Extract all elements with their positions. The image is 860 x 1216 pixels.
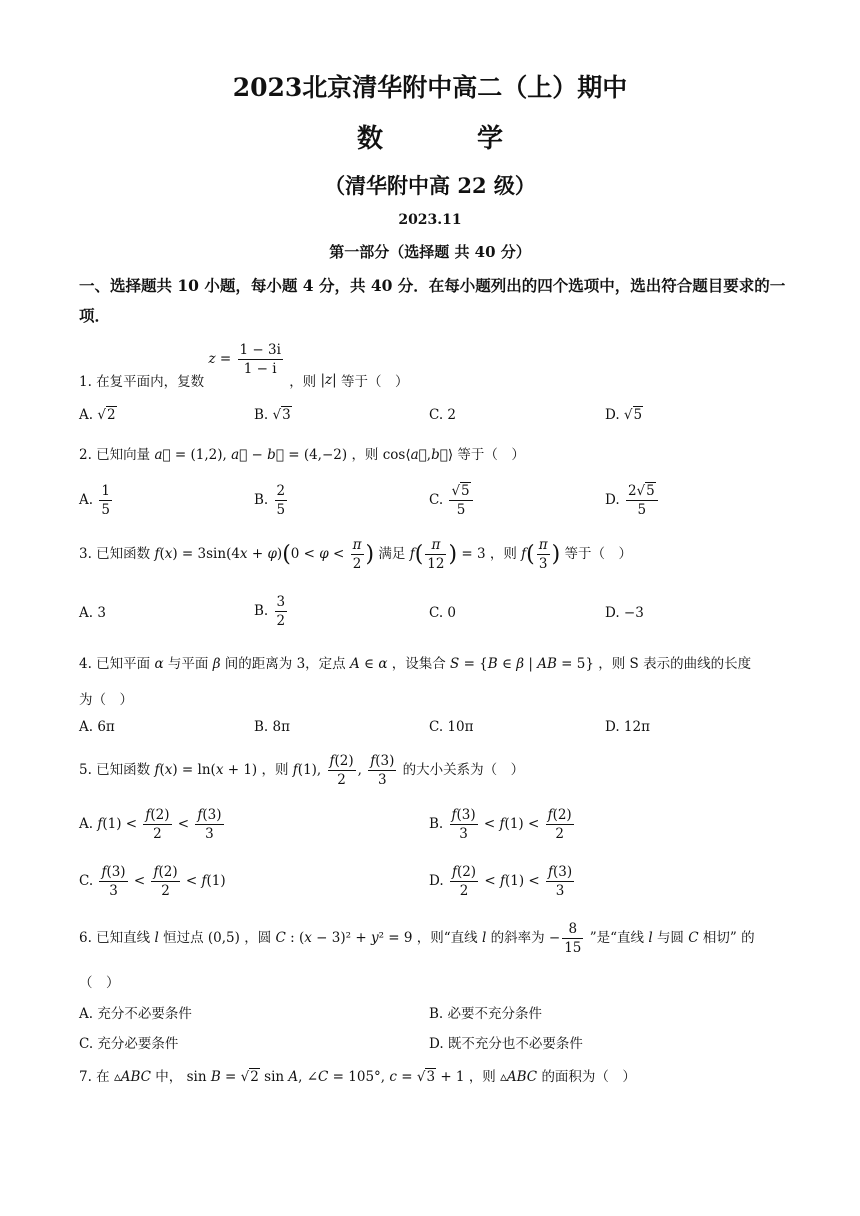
formula: α (154, 656, 164, 672)
option-b: B. $\frac{3}{2}$ (254, 594, 286, 629)
question-text: 3. 已知函数 (79, 546, 151, 562)
formula: β (212, 656, 221, 672)
question-text: 7. 在 (79, 1069, 110, 1085)
formula: cos⟨a⃗,b⃗⟩ (382, 447, 454, 463)
option-c: C. $\frac{√5}{5}$ (429, 482, 475, 519)
formula: ▵ABC (113, 1069, 151, 1085)
option-c: C. 10π (429, 719, 474, 735)
formula: |z| (320, 372, 337, 388)
option-b: B. $\frac{f(3)}{3}$ < f(1) < $\frac{f(2)}{2}$ (429, 807, 572, 842)
subject-title: 数 学 (356, 124, 537, 154)
option-b: B. 必要不充分条件 (429, 1006, 543, 1022)
question-6: 6. 已知直线 l 恒过点 (0,5) ，圆 C : (x − 3)² + y² = 9 ，则“直线 l 的斜率为 − $\frac{8}{15}$ ”是“直线 l 与圆 C 相切” 的 (79, 921, 755, 956)
option-d: D. √5 (605, 407, 643, 423)
option-b: B. $\frac{2}{5}$ (254, 483, 286, 518)
section-instructions: 一、选择题共 10 小题，每小题 4 分，共 40 分．在每小题列出的四个选项中，选出符合题目要求的一项． (79, 276, 786, 325)
option-a: A. 3 (79, 605, 106, 621)
option-a: A. √2 (79, 407, 116, 423)
option-b: B. 8π (254, 719, 290, 735)
formula: ▵ABC (500, 1069, 538, 1085)
question-4: 4. 已知平面 α 与平面 β 间的距离为 3，定点 A ∈ α ，设集合 S = {B ∈ β | AB = 5} ，则 S 表示的曲线的长度 (79, 656, 752, 672)
option-a: A. 6π (79, 719, 115, 735)
option-a: A. $\frac{1}{5}$ (79, 483, 110, 518)
option-d: D. 既不充分也不必要条件 (429, 1036, 583, 1052)
option-d: D. −3 (605, 605, 644, 621)
formula: A ∈ α (349, 656, 388, 672)
formula: f(x) = 3sin(4x + φ)(0 < φ < $\frac{\pi}{2}$ ) (154, 537, 375, 572)
part-heading: 第一部分（选择题 共 40 分） (329, 243, 531, 261)
formula: a⃗ = (1,2), a⃗ − b⃗ = (4,−2) (154, 447, 348, 463)
formula: f(1), $\frac{f(2)}{2}$ , $\frac{f(3)}{3}$ (292, 753, 395, 788)
question-text: 5. 已知函数 (79, 762, 151, 778)
option-a: A. f(1) < $\frac{f(2)}{2}$ < $\frac{f(3)}{3}$ (79, 807, 222, 842)
option-d: D. $\frac{2√5}{5}$ (605, 482, 660, 519)
question-2: 2. 已知向量 a⃗ = (1,2), a⃗ − b⃗ = (4,−2) ，则 cos⟨a⃗,b⃗⟩ 等于（ ） (79, 447, 525, 463)
option-c: C. $\frac{f(3)}{3}$ < $\frac{f(2)}{2}$ < f(1) (79, 864, 226, 899)
question-5: 5. 已知函数 f(x) = ln(x + 1) ，则 f(1), $\frac{f(2)}{2}$ , $\frac{f(3)}{3}$ 的大小关系为（ ） (79, 753, 525, 788)
question-6-cont: （ ） (79, 975, 120, 991)
question-text: 4. 已知平面 (79, 656, 151, 672)
formula: f( $\frac{\pi}{3}$ ) (521, 537, 561, 572)
formula: sin B = √2 sin A, ∠C = 105°, c = √3 + 1 (186, 1069, 465, 1085)
exam-date: 2023.11 (398, 212, 462, 228)
option-d: D. 12π (605, 719, 650, 735)
formula: − $\frac{8}{15}$ (548, 921, 582, 956)
question-text: 1. 在复平面内，复数 (79, 374, 205, 390)
option-d: D. $\frac{f(2)}{2}$ < f(1) < $\frac{f(3)}{3}$ (429, 864, 573, 899)
option-a: A. 充分不必要条件 (79, 1006, 192, 1022)
question-text: 2. 已知向量 (79, 447, 151, 463)
option-c: C. 0 (429, 605, 457, 621)
formula: S = {B ∈ β | AB = 5} (450, 656, 594, 672)
formula: f( $\frac{\pi}{12}$ ) = 3 (409, 537, 486, 572)
question-3: 3. 已知函数 f(x) = 3sin(4x + φ)(0 < φ < $\frac{\pi}{2}$ ) 满足 f( $\frac{\pi}{12}$ ) = 3 ，则 f( $\frac{\pi}{3}$ ) 等于（ ） (79, 537, 632, 572)
question-text: 6. 已知直线 (79, 930, 151, 946)
option-c: C. 充分必要条件 (79, 1036, 179, 1052)
option-b: B. √3 (254, 407, 291, 423)
formula: z = $\frac{1 - 3i}{1 - i}$ (208, 342, 281, 377)
formula: C : (x − 3)² + y² = 9 (275, 930, 413, 946)
grade-subtitle: （清华附中高 22 级） (324, 173, 536, 198)
option-c: C. 2 (429, 407, 457, 423)
formula: (0,5) (207, 930, 240, 946)
exam-title: 2023北京清华附中高二（上）期中 (232, 73, 628, 102)
question-4-cont: 为（ ） (79, 692, 133, 708)
question-1: 1. 在复平面内，复数 z = $\frac{1 - 3i}{1 - i}$ ，则 |z| 等于（ ） (79, 342, 409, 390)
formula: f(x) = ln(x + 1) (154, 762, 258, 778)
question-7: 7. 在 ▵ABC 中， sin B = √2 sin A, ∠C = 105°, c = √3 + 1 ，则 ▵ABC 的面积为（ ） (79, 1069, 636, 1085)
